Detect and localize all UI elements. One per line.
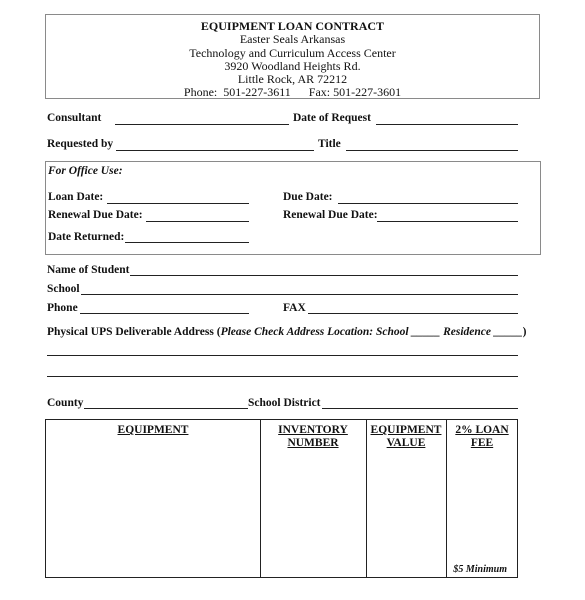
school-district-label: School District: [248, 397, 321, 409]
school-label: School: [47, 283, 80, 295]
equipment-table: [45, 419, 518, 578]
title-field[interactable]: [346, 150, 518, 151]
renewal-due-date-label-2: Renewal Due Date:: [283, 209, 378, 221]
equipment-value-header: EQUIPMENT VALUE: [370, 424, 442, 449]
inventory-number-header: INVENTORY NUMBER: [278, 424, 348, 449]
contract-header: [45, 14, 540, 99]
date-returned-field[interactable]: [125, 242, 249, 243]
county-label: County: [47, 397, 84, 409]
loan-fee-header: 2% LOAN FEE: [455, 424, 509, 449]
address-label: [47, 326, 526, 338]
address-line-2[interactable]: [47, 376, 518, 377]
name-of-student-label: Name of Student: [47, 264, 130, 276]
renewal-due-date-label: Renewal Due Date:: [48, 209, 143, 221]
org-name: Easter Seals Arkansas: [239, 32, 346, 47]
center-name: Technology and Curriculum Access Center: [189, 45, 396, 60]
address-instruction: Please Check Address Location: School _____ Residence _____: [220, 326, 523, 338]
address-label-text: Physical UPS Deliverable Address (: [47, 326, 221, 338]
consultant-field[interactable]: [115, 124, 289, 125]
date-of-request-field[interactable]: [376, 124, 518, 125]
address-line-1[interactable]: [47, 355, 518, 356]
renewal-due-date-field[interactable]: [146, 221, 249, 222]
city-address: Little Rock, AR 72212: [237, 72, 348, 87]
school-district-field[interactable]: [322, 408, 518, 409]
due-date-field[interactable]: [338, 203, 518, 204]
street-address: 3920 Woodland Heights Rd.: [224, 58, 361, 73]
fax-field[interactable]: [308, 313, 518, 314]
requested-by-label: Requested by: [47, 138, 114, 150]
due-date-label: Due Date:: [283, 191, 333, 203]
contact-info: Phone: 501-227-3611 Fax: 501-227-3601: [183, 85, 402, 100]
contract-title: EQUIPMENT LOAN CONTRACT: [200, 19, 385, 33]
fax-label: FAX: [283, 302, 306, 314]
county-field[interactable]: [84, 408, 248, 409]
title-label: Title: [318, 138, 341, 150]
loan-date-field[interactable]: [107, 203, 249, 204]
name-of-student-field[interactable]: [130, 275, 518, 276]
date-returned-label: Date Returned:: [48, 231, 125, 243]
loan-date-label: Loan Date:: [48, 191, 104, 203]
minimum-fee-note: $5 Minimum: [453, 564, 507, 575]
equipment-header: EQUIPMENT: [117, 424, 189, 436]
address-close: ): [522, 326, 527, 338]
date-of-request-label: Date of Request: [293, 112, 371, 124]
renewal-due-date-field-2[interactable]: [377, 221, 518, 222]
consultant-label: Consultant: [47, 112, 102, 124]
office-use-heading: For Office Use:: [48, 165, 123, 177]
phone-field[interactable]: [80, 313, 249, 314]
school-field[interactable]: [81, 294, 518, 295]
phone-label: Phone: [47, 302, 78, 314]
requested-by-field[interactable]: [116, 150, 314, 151]
